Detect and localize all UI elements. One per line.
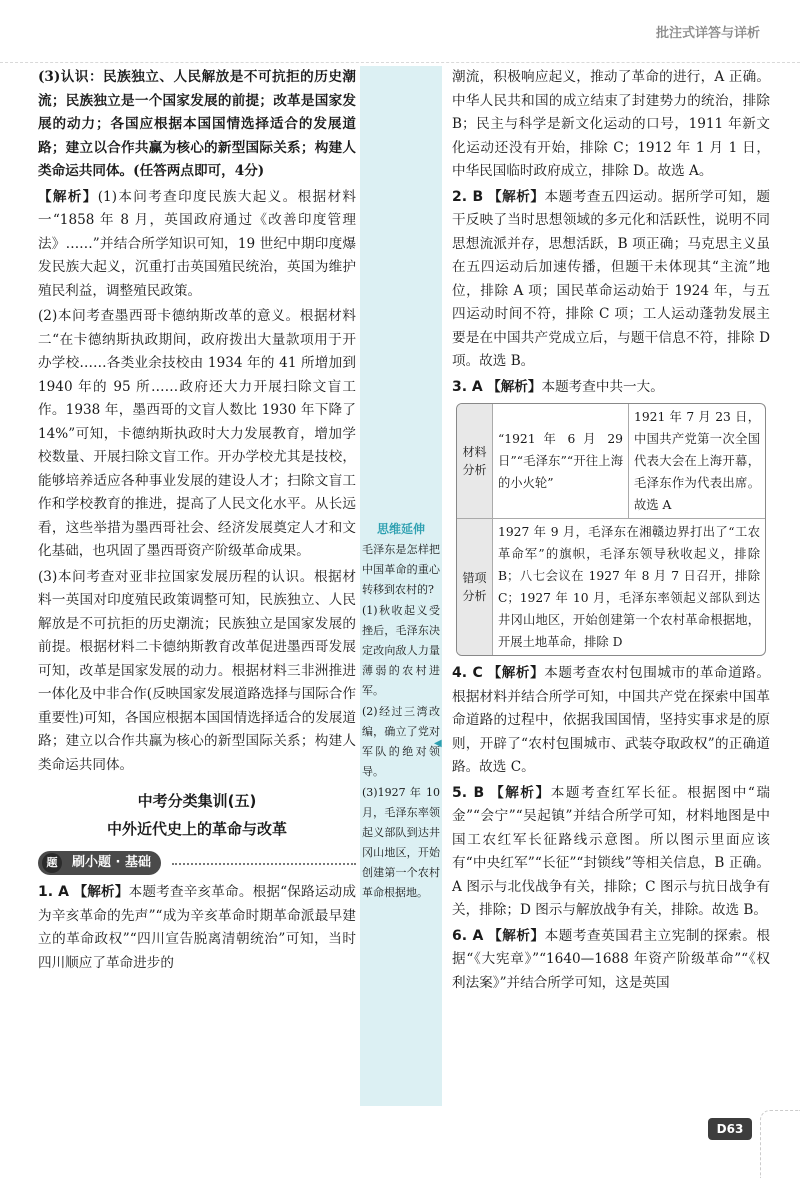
- q1-number: 1. A: [38, 884, 69, 900]
- table-material-answer: 1921 年 7 月 23 日，中国共产党第一次全国代表大会在上海开幕，毛泽东作为代表出席。故选 A: [629, 404, 765, 519]
- analysis-para-3: (3)本问考查对亚非拉国家发展历程的认识。根据材料一英国对印度殖民政策调整可知，民族独立、人民解放是不可抗拒的历史潮流；民族独立是国家发展的前提。根据材料二卡德纳斯教育改革促进墨西哥发展可知，改革是国家发展的动力。根据材料三非洲推进一体化及中非合作(反映国家发展道路选择与国际合作重要性)可知，各国应根据本国国情选择适合的发展道路；建立以合作共赢为核心的新型国际关系；构建人类命运共同体。: [38, 568, 356, 773]
- triangle-left-icon: ◀: [434, 738, 442, 749]
- q2-tag: 【解析】: [488, 188, 545, 205]
- q1-text: 本题考查辛亥革命。根据“保路运动成为辛亥革命的先声”“成为辛亥革命时期革命派最早建立的革命政权”“四川宣告脱离清朝统治”可知，当时四川顺应了革命进步的: [38, 884, 357, 971]
- book-icon: 题: [42, 853, 62, 873]
- table-head-material: 材料分析: [457, 404, 493, 519]
- sidebar-answer-3: (3)1927 年 10 月，毛泽东率领起义部队到达井冈山地区，开始创建第一个农村革命根据地。: [362, 786, 440, 899]
- question-5: [452, 782, 770, 923]
- q6-number: 6. A: [452, 927, 484, 944]
- q2-text: 本题考查五四运动。据所学可知，题干反映了当时思想领域的多元化和活跃性，说明不同思想流派并存，思想活跃，B 项正确；马克思主义虽在五四运动后加速传播，但题干未体现其“主流”地位，排除 A 项；国民革命运动始于 1924 年，与五四运动时间不符，排除 C 项；工人运动蓬勃发展主要是在中国共产党成立后，与题干信息不符，排除 D 项。故选 B。: [452, 188, 771, 369]
- page-number: D63: [708, 1118, 752, 1140]
- q4-text: 本题考查农村包围城市的革命道路。根据材料并结合所学可知，中国共产党在探索中国革命道路的过程中，依据我国国情，坚持实事求是的原则，开辟了“农村包围城市、武装夺取政权”的正确道路。故选 C。: [452, 665, 771, 775]
- sidebar-question: 毛泽东是怎样把中国革命的重心转移到农村的?: [362, 543, 440, 596]
- page-corner-decoration: [760, 1110, 800, 1178]
- q6-tag: 【解析】: [488, 927, 545, 944]
- header-title: 批注式详答与详析: [655, 26, 760, 41]
- q5-number: 5. B: [452, 784, 485, 801]
- question-2: [452, 186, 770, 374]
- q3-number: 3. A: [452, 378, 483, 395]
- q5-tag: 【解析】: [490, 784, 551, 801]
- table-material-quote: “1921 年 6 月 29 日”“毛泽东”“开往上海的小火轮”: [493, 404, 629, 519]
- header-divider: [0, 62, 800, 63]
- table-row: [457, 519, 765, 655]
- q6-text: 本题考查英国君主立宪制的探索。根据“《大宪章》”“1640—1688 年资产阶级革命”“《权利法案》”并结合所学可知，这是英国: [452, 927, 771, 991]
- sidebar-title: 思维延伸: [376, 522, 425, 536]
- analysis-para-1: [38, 186, 356, 304]
- table-head-wrong: 错项分析: [457, 519, 493, 655]
- sidebar-answer-2: (2)经过三湾改编，确立了党对军队的绝对领导。: [362, 705, 440, 778]
- right-column: [452, 66, 770, 997]
- analysis-para-2: (2)本问考查墨西哥卡德纳斯改革的意义。根据材料二“在卡德纳斯执政期间，政府拨出大量款项用于开办学校……各类业余技校由 1934 年的 41 所增加到 1940 年的 95 所……政府还大力开展扫除文盲工作。1938 年，墨西哥的文盲人数比 1930 年下降了 14%”可知，卡德纳斯执政时大力发展教育，增加学校数量、开展扫除文盲工作。开办学校尤其是技校，能够培养适应各种事业发展的建设人才；扫除文盲工作和学校教育的推进，提高了人民文化水平。从长远看，这些举措为墨西哥社会、经济发展奠定人才和文化基础，也巩固了墨西哥资产阶级革命成果。: [38, 308, 356, 559]
- q1-continuation: 潮流，积极响应起义，推动了革命的进行，A 正确。中华人民共和国的成立结束了封建势力的统治，排除 B；民主与科学是新文化运动的口号，1911 年新文化运动还没有开始，排除 C；1912 年 1 月 1 日，中华民国临时政府成立，排除 D。故选 A。: [452, 69, 770, 179]
- analysis-text-1: (1)本问考查印度民族大起义。根据材料一“1858 年 8 月，英国政府通过《改善印度管理法》……”并结合所学知识可知，19 世纪中期印度爆发民族大起义，沉重打击英国殖民统治，英国为维护殖民利益，调整殖民政策。: [38, 188, 356, 299]
- question-1: [38, 881, 356, 975]
- badge-row: [38, 849, 356, 877]
- left-column: [38, 66, 356, 977]
- q5-text: 本题考查红军长征。根据图中“瑞金”“会宁”“吴起镇”并结合所学可知，材料地图是中国工农红军长征路线示意图。所以图示里面应该有“中央红军”“长征”“封锁线”等相关信息，B 正确。A 图示与北伐战争有关，排除；C 图示与抗日战争有关，排除；D 图示与解放战争有关，排除。故选 B。: [452, 784, 771, 918]
- section-title-2: 中外近代史上的革命与改革: [106, 820, 287, 838]
- sidebar-answer-1: (1)秋收起义受挫后，毛泽东决定改向敌人力量薄弱的农村进军。: [362, 604, 440, 697]
- question-4: [452, 662, 770, 780]
- table-wrong-text: 1927 年 9 月，毛泽东在湘赣边界打出了“工农革命军”的旗帜，毛泽东领导秋收起义，排除 B；八七会议在 1927 年 8 月 7 日召开，排除 C；1927 年 10 月，毛泽东率领起义部队到达井冈山地区，开始创建第一个农村革命根据地，开展土地革命，排除 D: [498, 525, 760, 649]
- question-3: [452, 376, 770, 400]
- table-row: [457, 404, 765, 519]
- section-title-1: 中考分类集训(五): [137, 792, 257, 810]
- dotted-divider: [172, 863, 356, 865]
- analysis-table: [456, 403, 766, 656]
- q2-number: 2. B: [452, 188, 484, 205]
- answer-3: (3)认识：民族独立、人民解放是不可抗拒的历史潮流；民族独立是一个国家发展的前提；改革是国家发展的动力；各国应根据本国国情选择适合的发展道路；建立以合作共赢为核心的新型国际关系；构建人类命运共同体。(任答两点即可，4分): [38, 69, 356, 179]
- sidebar-text: [362, 540, 440, 904]
- q3-tag: 【解析】: [487, 378, 542, 395]
- q4-tag: 【解析】: [487, 665, 545, 681]
- section-badge: [38, 851, 161, 875]
- badge-label: 刷小题 · 基础: [72, 855, 151, 870]
- q3-text: 本题考查中共一大。: [541, 378, 664, 395]
- q4-number: 4. C: [452, 665, 483, 681]
- analysis-tag: 【解析】: [38, 188, 98, 205]
- q1-tag: 【解析】: [73, 884, 129, 900]
- question-6: [452, 925, 770, 996]
